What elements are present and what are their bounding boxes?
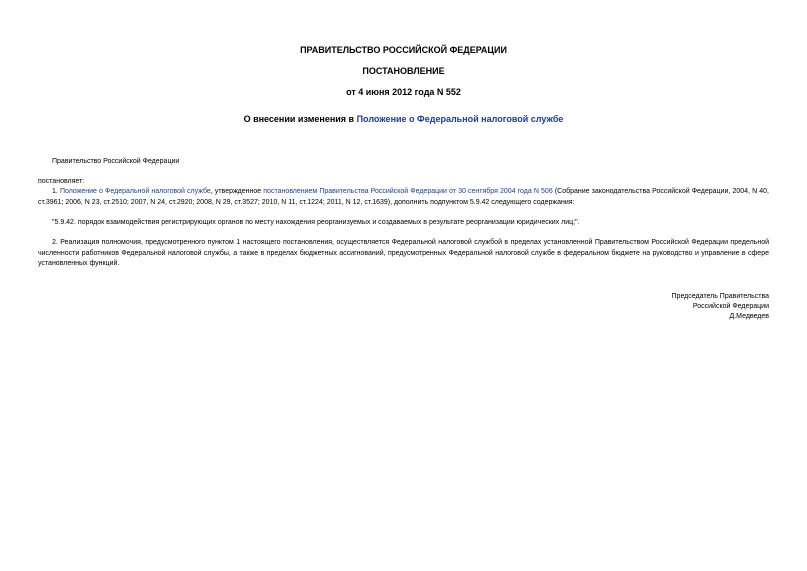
paragraph-1: [38, 187, 769, 208]
paragraph-2: 2. Реализация полномочия, предусмотренного пунктом 1 настоящего постановления, осуществляется Федеральной налоговой службой в пределах установленной Правительством Российской Федерации предельной численности работников Федеральной налоговой службы, а также в пределах бюджетных ассигнований, предусмотренных Федеральной налоговой службе в федеральном бюджете на руководство и управление в сфере установленных функций.: [38, 239, 769, 267]
date-number-heading: от 4 июня 2012 года N 552: [346, 87, 461, 97]
title-link-regulation[interactable]: Положение о Федеральной налоговой службе: [356, 114, 564, 124]
title-prefix: О внесении изменения в: [243, 114, 357, 124]
paragraph-1-number: 1.: [52, 188, 60, 195]
amendment-quote: "5.9.42. порядок взаимодействия регистрирующих органов по месту нахождения реорганизуемых и создаваемых в результате реорганизации юридических лиц;".: [52, 219, 580, 226]
issuer-heading: ПРАВИТЕЛЬСТВО РОССИЙСКОЙ ФЕДЕРАЦИИ: [300, 45, 507, 55]
document-title: [38, 114, 769, 125]
signature-position: Председатель Правительства: [671, 293, 769, 300]
paragraph-1-text-a: , утвержденное: [210, 188, 264, 195]
paragraph-1-text-b: (Собрание законодательства Российской Федерации, 2004, N 40, ст.3961; 2006, N 23, ст.2510; 2007, N 24, ст.2920; 2008, N 29, ст.3527; 2010, N 11, ст.1224; 2011, N 12, ст.1639), дополнить подпунктом 5.9.42 следующего содержания:: [38, 188, 769, 206]
signature-country: Российской Федерации: [692, 303, 769, 310]
link-resolution-506[interactable]: постановлением Правительства Российской Федерации от 30 сентября 2004 года N 506: [263, 188, 553, 195]
document-type-heading: ПОСТАНОВЛЕНИЕ: [362, 66, 445, 76]
intro-paragraph: Правительство Российской Федерации: [52, 158, 180, 165]
link-regulation[interactable]: Положение о Федеральной налоговой службе: [59, 188, 211, 195]
signature-name: Д.Медведев: [729, 313, 769, 320]
decree-word: постановляет:: [38, 178, 85, 185]
document-page: [38, 0, 769, 571]
